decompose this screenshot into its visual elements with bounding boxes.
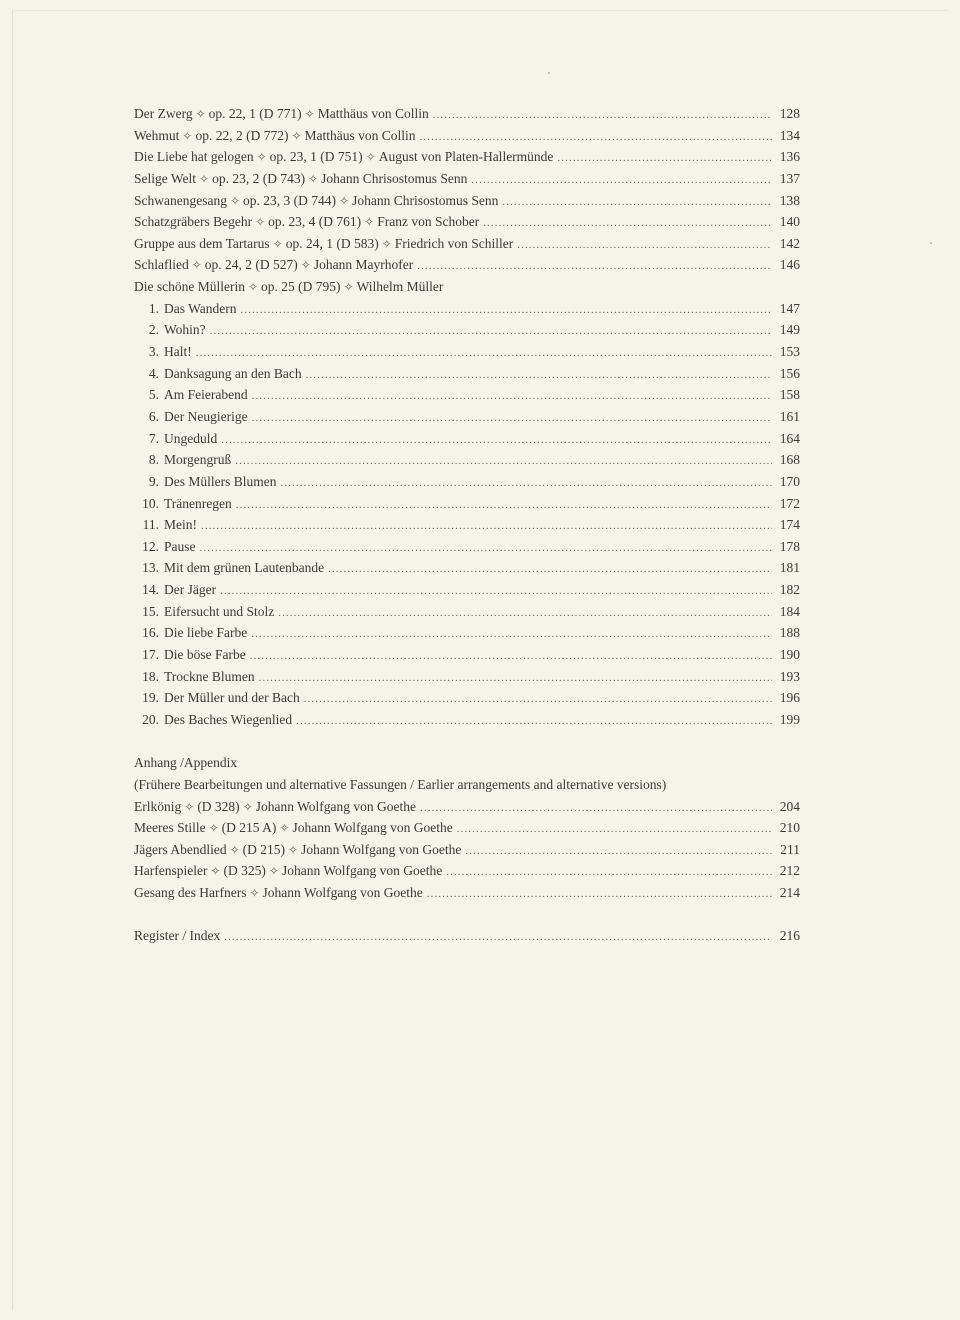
page-number: 190: [779, 647, 800, 663]
separator-star-icon: ✧: [252, 215, 269, 230]
song-title: Das Wandern: [164, 300, 237, 316]
page-number: 161: [779, 408, 800, 424]
leader-dots: [281, 473, 773, 495]
table-of-contents: [134, 103, 800, 947]
song-title: Der Müller und der Bach: [164, 690, 300, 706]
separator-star-icon: ✧: [276, 821, 293, 836]
song-number: 7.: [148, 430, 159, 446]
page-number: 188: [779, 625, 800, 641]
toc-entry: [134, 168, 800, 190]
entry-author: Johann Mayrhofer: [313, 257, 414, 273]
song-number: 4.: [148, 365, 159, 381]
song-title: Ungeduld: [164, 430, 218, 446]
song-title: Des Müllers Blumen: [164, 473, 277, 489]
cycle-title: Die schöne Müllerin: [134, 279, 245, 295]
entry-author: Johann Wolfgang von Goethe: [292, 820, 453, 836]
entry-title: Selige Welt: [134, 170, 197, 186]
song-title: Halt!: [164, 344, 192, 360]
leader-dots: [252, 408, 772, 430]
toc-entry: [134, 146, 800, 168]
song-text: [140, 536, 200, 558]
appendix-entries-list: [134, 796, 800, 904]
page-number: 137: [779, 170, 800, 186]
song-text: [140, 384, 252, 406]
page-number: 182: [779, 582, 800, 598]
song-text: [140, 428, 221, 450]
song-text: [140, 406, 252, 428]
song-number: 17.: [142, 647, 159, 663]
appendix-entry: [134, 882, 800, 904]
leader-dots: [420, 127, 772, 149]
leader-dots: [502, 192, 772, 214]
song-title: Die böse Farbe: [164, 647, 246, 663]
appendix-entry: [134, 796, 800, 818]
entry-title: Schwanengesang: [134, 192, 227, 208]
leader-dots: [427, 884, 772, 906]
separator-star-icon: ✧: [301, 107, 318, 121]
page-number: 142: [779, 235, 800, 251]
entry-title: Jägers Abendlied: [134, 841, 227, 857]
cycle-song-entry: [134, 384, 800, 406]
entry-title: Die Liebe hat gelogen: [134, 149, 254, 165]
cycle-song-entry: [134, 579, 800, 601]
separator-star-icon: ✧: [305, 171, 322, 186]
page-number: 153: [779, 344, 800, 360]
separator-star-icon: ✧: [226, 193, 244, 208]
toc-entry: [134, 125, 800, 147]
song-number: 9.: [148, 473, 159, 489]
page-number: 156: [779, 365, 800, 381]
song-text: [140, 579, 220, 601]
song-text: [140, 601, 278, 623]
leader-dots: [457, 819, 772, 841]
page-number: 174: [779, 517, 800, 533]
entry-author: Matthäus von Collin: [304, 127, 416, 143]
leader-dots: [420, 798, 772, 820]
separator-star-icon: ✧: [297, 258, 314, 273]
leader-dots: [200, 538, 773, 560]
cycle-song-entry: [134, 687, 800, 709]
entry-author: Franz von Schober: [377, 214, 480, 230]
entry-title: Schatzgräbers Begehr: [134, 214, 253, 230]
cycle-songs-list: [134, 298, 800, 731]
page-number: 158: [779, 387, 800, 403]
page-number: 184: [779, 603, 800, 619]
separator-star-icon: ✧: [244, 280, 262, 295]
entry-text: [134, 190, 502, 213]
song-text: [140, 709, 296, 731]
page-number: 216: [779, 928, 800, 944]
song-number: 15.: [142, 603, 159, 619]
song-number: 8.: [148, 452, 159, 468]
leader-dots: [250, 646, 772, 668]
toc-entry: [134, 103, 800, 125]
song-text: [140, 449, 235, 471]
separator-star-icon: ✧: [192, 107, 209, 121]
leader-dots: [306, 365, 772, 387]
song-text: [140, 644, 250, 666]
entry-opus: op. 23, 1 (D 751): [269, 149, 363, 165]
song-title: Der Jäger: [164, 582, 217, 598]
song-text: [140, 298, 241, 320]
song-title: Pause: [164, 538, 196, 554]
separator-star-icon: ✧: [336, 193, 353, 208]
song-title: Mit dem grünen Lautenbande: [164, 560, 325, 576]
separator-star-icon: ✧: [340, 280, 357, 295]
song-title: Trockne Blumen: [164, 668, 255, 684]
cycle-song-entry: [134, 514, 800, 536]
leader-dots: [417, 256, 772, 278]
song-number: 11.: [142, 517, 159, 533]
entry-title: Harfenspieler: [134, 863, 208, 879]
page-number: 214: [779, 885, 800, 901]
spacer: [134, 731, 800, 753]
leader-dots: [251, 624, 772, 646]
entry-title: Der Zwerg: [134, 106, 193, 121]
leader-dots: [557, 148, 772, 170]
appendix-subheading: (Frühere Bearbeitungen und alternative Fassungen / Earlier arrangements and alternative versions): [134, 776, 667, 792]
entry-author: Matthäus von Collin: [317, 106, 429, 121]
leader-dots: [446, 862, 772, 884]
cycle-author: Wilhelm Müller: [356, 279, 444, 295]
leader-dots: [224, 927, 772, 949]
leader-dots: [328, 559, 772, 581]
cycle-song-entry: [134, 493, 800, 515]
page-number: 172: [779, 495, 800, 511]
entry-text: [134, 839, 465, 862]
song-number: 6.: [148, 408, 159, 424]
register-title: Register / Index: [134, 928, 221, 944]
cycle-song-entry: [134, 622, 800, 644]
main-entries-list: [134, 103, 800, 276]
entry-opus: (D 215): [242, 841, 286, 857]
cycle-song-entry: [134, 601, 800, 623]
cycle-song-entry: [134, 709, 800, 731]
separator-star-icon: ✧: [239, 799, 256, 814]
entry-text: [134, 146, 557, 169]
entry-author: Johann Chrisostomus Senn: [352, 192, 499, 208]
paper-speck: [930, 242, 932, 244]
song-title: Eifersucht und Stolz: [164, 603, 275, 619]
toc-entry: [134, 211, 800, 233]
entry-title: Gesang des Harfners: [134, 885, 247, 901]
song-number: 18.: [142, 668, 159, 684]
song-number: 10.: [142, 495, 159, 511]
leader-dots: [278, 603, 772, 625]
page-number: 204: [779, 798, 800, 814]
separator-star-icon: ✧: [226, 842, 243, 857]
song-text: [140, 493, 236, 515]
entry-title: Wehmut: [134, 127, 180, 143]
entry-author: Johann Wolfgang von Goethe: [301, 841, 462, 857]
song-title: Tränenregen: [164, 495, 232, 511]
song-number: 20.: [142, 711, 159, 727]
toc-entry: [134, 190, 800, 212]
song-text: [140, 666, 259, 688]
separator-star-icon: ✧: [285, 842, 302, 857]
leader-dots: [465, 841, 772, 863]
entry-text: [134, 211, 483, 234]
separator-star-icon: ✧: [205, 821, 222, 836]
page-number: 170: [779, 473, 800, 489]
separator-star-icon: ✧: [269, 236, 286, 251]
song-text: [140, 471, 281, 493]
leader-dots: [433, 105, 772, 127]
entry-text: [134, 103, 433, 126]
page-number: 147: [779, 300, 800, 316]
song-text: [140, 514, 201, 536]
cycle-song-entry: [134, 319, 800, 341]
cycle-song-entry: [134, 428, 800, 450]
toc-entry: [134, 233, 800, 255]
leader-dots: [241, 300, 772, 322]
cycle-song-entry: [134, 449, 800, 471]
entry-text: [134, 168, 471, 191]
page-number: 178: [779, 538, 800, 554]
cycle-song-entry: [134, 363, 800, 385]
page-number: 212: [779, 863, 800, 879]
entry-text: [134, 860, 446, 883]
entry-opus: (D 215 A): [221, 820, 277, 836]
cycle-song-entry: [134, 666, 800, 688]
separator-star-icon: ✧: [378, 236, 395, 251]
song-text: [140, 319, 210, 341]
song-text: [140, 557, 328, 579]
entry-text: [134, 125, 420, 148]
leader-dots: [221, 430, 772, 452]
leader-dots: [201, 516, 772, 538]
separator-star-icon: ✧: [181, 799, 198, 814]
page-number: 136: [779, 149, 800, 165]
entry-author: August von Platen-Hallermünde: [378, 149, 554, 165]
entry-text: [134, 882, 427, 905]
cycle-song-entry: [134, 471, 800, 493]
entry-text: [134, 796, 420, 819]
page-number: 199: [779, 711, 800, 727]
separator-star-icon: ✧: [265, 864, 282, 879]
entry-text: [134, 254, 417, 277]
separator-star-icon: ✧: [253, 150, 270, 165]
entry-opus: op. 24, 1 (D 583): [285, 235, 379, 251]
spacer: [134, 904, 800, 926]
song-title: Des Baches Wiegenlied: [164, 711, 293, 727]
page-number: 210: [779, 820, 800, 836]
song-number: 1.: [148, 300, 159, 316]
page-number: 181: [779, 560, 800, 576]
leader-dots: [210, 321, 772, 343]
entry-author: Johann Wolfgang von Goethe: [281, 863, 443, 879]
page-number: 149: [779, 322, 800, 338]
song-title: Morgengruß: [164, 452, 232, 468]
separator-star-icon: ✧: [179, 128, 196, 143]
page-number: 211: [780, 841, 800, 857]
leader-dots: [304, 689, 772, 711]
separator-star-icon: ✧: [207, 864, 224, 879]
entry-title: Erlkönig: [134, 798, 182, 814]
song-title: Mein!: [164, 517, 197, 533]
separator-star-icon: ✧: [361, 215, 378, 230]
song-text: [140, 363, 306, 385]
page-number: 164: [779, 430, 800, 446]
cycle-song-entry: [134, 557, 800, 579]
entry-opus: op. 23, 3 (D 744): [243, 192, 337, 208]
entry-text: [134, 817, 457, 840]
entry-title: Meeres Stille: [134, 820, 206, 836]
separator-star-icon: ✧: [288, 128, 305, 143]
cycle-song-entry: [134, 644, 800, 666]
song-title: Am Feierabend: [164, 387, 248, 403]
cycle-song-entry: [134, 298, 800, 320]
separator-star-icon: ✧: [188, 258, 205, 273]
song-number: 19.: [142, 690, 159, 706]
leader-dots: [236, 495, 772, 517]
entry-title: Gruppe aus dem Tartarus: [134, 235, 270, 251]
song-title: Danksagung an den Bach: [164, 365, 302, 381]
appendix-entry: [134, 839, 800, 861]
cycle-song-entry: [134, 536, 800, 558]
song-title: Die liebe Farbe: [164, 625, 248, 641]
appendix-entry: [134, 817, 800, 839]
entry-title: Schlaflied: [134, 257, 189, 273]
leader-dots: [259, 668, 772, 690]
song-title: Der Neugierige: [164, 408, 248, 424]
appendix-heading: Anhang /Appendix: [134, 755, 238, 771]
page-number: 146: [779, 257, 800, 273]
leader-dots: [252, 386, 772, 408]
entry-opus: (D 325): [223, 863, 266, 879]
song-number: 13.: [142, 560, 159, 576]
entry-author: Friedrich von Schiller: [394, 235, 514, 251]
page-number: 196: [779, 690, 800, 706]
leader-dots: [196, 343, 772, 365]
song-number: 14.: [142, 582, 159, 598]
song-number: 5.: [148, 387, 159, 403]
page-number: 193: [779, 668, 800, 684]
song-text: [140, 622, 251, 644]
page-number: 128: [779, 106, 800, 121]
paper-speck: [548, 72, 550, 74]
entry-opus: op. 24, 2 (D 527): [204, 257, 298, 273]
cycle-heading: [134, 276, 800, 298]
entry-author: Johann Wolfgang von Goethe: [255, 798, 417, 814]
song-text: [140, 687, 304, 709]
leader-dots: [483, 213, 772, 235]
cycle-song-entry: [134, 406, 800, 428]
page-number: 138: [779, 192, 800, 208]
appendix-entry: [134, 860, 800, 882]
song-number: 12.: [142, 538, 159, 554]
cycle-opus: op. 25 (D 795): [261, 279, 341, 295]
leader-dots: [220, 581, 772, 603]
page-number: 168: [779, 452, 800, 468]
page-number: 134: [779, 127, 800, 143]
toc-entry: [134, 254, 800, 276]
separator-star-icon: ✧: [362, 150, 379, 165]
song-number: 2.: [148, 322, 159, 338]
entry-opus: op. 22, 2 (D 772): [195, 127, 289, 143]
entry-opus: op. 23, 2 (D 743): [212, 170, 306, 186]
register-entry: [134, 925, 800, 947]
entry-text: [134, 233, 517, 256]
entry-author: Johann Chrisostomus Senn: [321, 170, 468, 186]
leader-dots: [235, 451, 772, 473]
separator-star-icon: ✧: [196, 171, 213, 186]
page-number: 140: [779, 214, 800, 230]
song-number: 3.: [148, 344, 159, 360]
song-title: Wohin?: [164, 322, 206, 338]
entry-opus: op. 22, 1 (D 771): [208, 106, 302, 121]
leader-dots: [296, 711, 772, 733]
song-text: [140, 341, 196, 363]
separator-star-icon: ✧: [246, 886, 263, 901]
leader-dots: [517, 235, 772, 257]
cycle-song-entry: [134, 341, 800, 363]
leader-dots: [471, 170, 772, 192]
entry-opus: op. 23, 4 (D 761): [268, 214, 362, 230]
entry-opus: (D 328): [197, 798, 240, 814]
song-number: 16.: [142, 625, 159, 641]
entry-author: Johann Wolfgang von Goethe: [262, 885, 423, 901]
